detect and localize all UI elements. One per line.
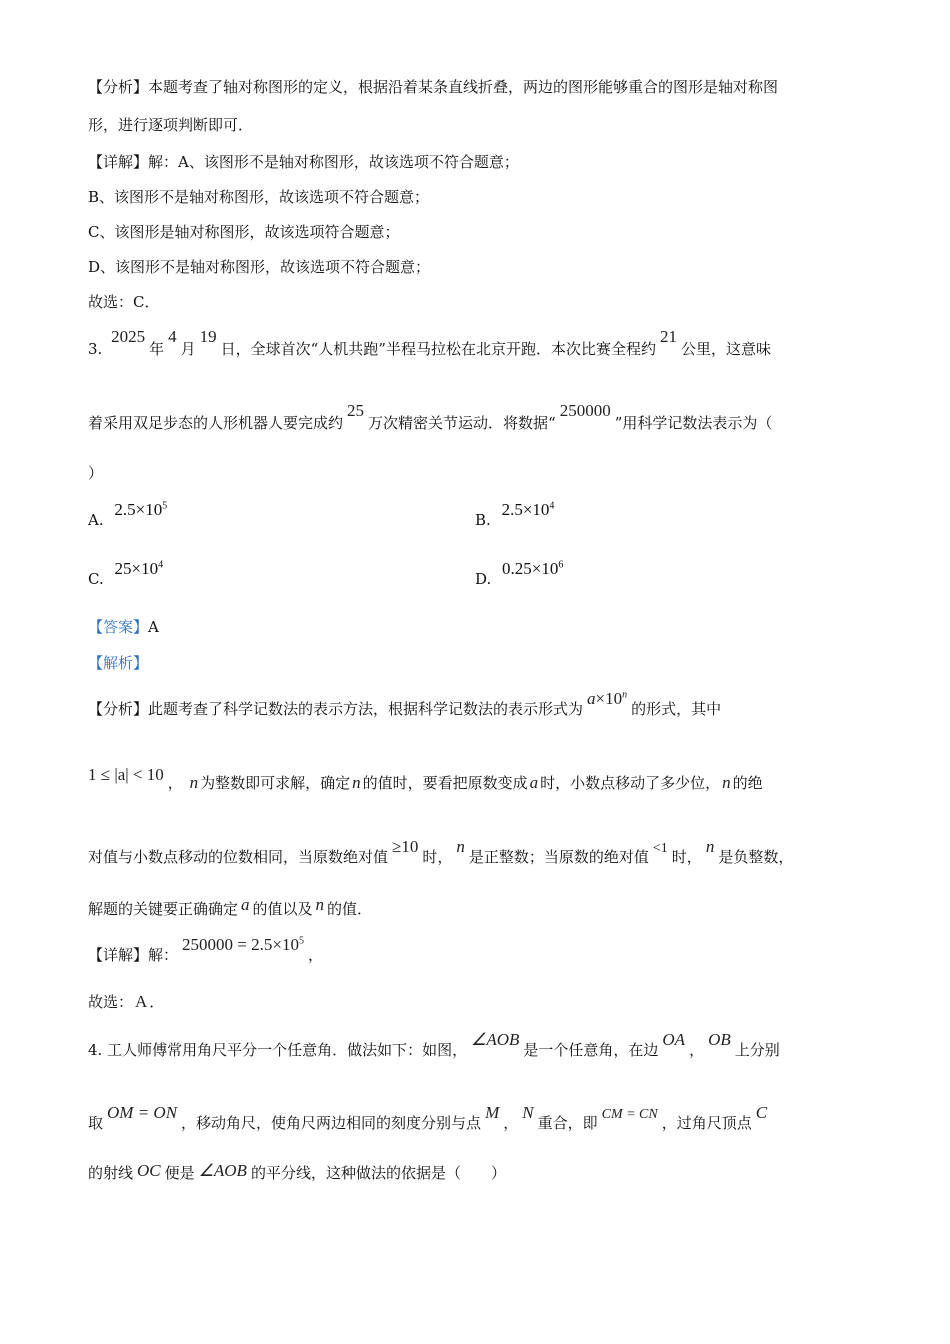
q3-analysis-text-3a: 对值与小数点移动的位数相同，当原数绝对值 [88, 848, 389, 866]
q3-analysis-line-2: 1 ≤ |a| < 10 ， n 为整数即可求解，确定 n 的值时，要看把原数变成 a 时，小数点移动了多少位， n 的绝 [88, 765, 763, 792]
q3-analysis-text-1b: 的形式，其中 [631, 700, 722, 718]
option-a-base: 2.5×10 [114, 500, 163, 519]
q3-analysis-text-4b: 的值以及 [252, 900, 313, 918]
text-gongli: 公里，这意味 [680, 340, 771, 358]
option-b-label: B. [475, 511, 491, 529]
km-value: 21 [659, 327, 677, 346]
option-d-value [502, 559, 563, 578]
q4-line-2 [88, 1103, 862, 1133]
detail-line-b: B、该图形不是轴对称图形，故该选项不符合题意； [88, 188, 430, 206]
var-n: n [722, 773, 731, 792]
detail-line-d: D、该图形不是轴对称图形，故该选项不符合题意； [88, 258, 431, 276]
q4-line-3 [88, 1162, 862, 1183]
q3-text-2c: ”用科学记数法表示为（ [614, 414, 773, 432]
option-b-value [502, 500, 555, 519]
wan-value: 25 [347, 401, 365, 420]
q4-text-2b: ，移动角尺，使角尺两边相同的刻度分别与点 [181, 1114, 482, 1132]
q4-line-1 [88, 1030, 862, 1060]
number-value: 250000 [559, 401, 611, 420]
jiexi-label: 【解析】 [88, 654, 149, 672]
point-c: C [755, 1103, 768, 1122]
answer-tag: 【答案】 [88, 618, 149, 636]
q3-choose-value: A [135, 992, 148, 1011]
q4-text-2d: ，过角尺顶点 [661, 1114, 752, 1132]
month-value: 4 [168, 327, 177, 346]
year-value: 2025 [111, 327, 146, 346]
q3-line-2 [88, 401, 862, 433]
angle-aob: ∠AOB [471, 1030, 520, 1049]
angle-aob: ∠AOB [198, 1161, 247, 1180]
analysis-line-2: 形，进行逐项判断即可． [88, 116, 254, 134]
detail-equation [182, 935, 304, 954]
detail-equation-base: 250000 = 2.5×10 [182, 935, 299, 954]
point-n: N [522, 1103, 534, 1122]
ge-ten: ≥10 [392, 837, 419, 856]
q4-text-1b: 是一个任意角，在边 [523, 1041, 659, 1059]
option-d-label: D. [475, 570, 492, 588]
var-n: n [456, 837, 465, 856]
choose-line: 故选：C． [88, 293, 160, 311]
om-eq-on: OM = ON [107, 1103, 178, 1122]
option-a-exponent: 5 [162, 500, 168, 512]
q3-analysis-text-2a: 为整数即可求解，确定 [200, 774, 351, 792]
analysis-line-1: 【分析】本题考查了轴对称图形的定义，根据沿着某条直线折叠，两边的图形能够重合的图形是轴对称图 [88, 78, 779, 96]
q4-text-2a: 取 [88, 1114, 104, 1132]
q4-comma-2: ， [503, 1114, 519, 1132]
range-expr: 1 ≤ |a| < 10 [88, 765, 164, 784]
q3-detail-comma: ， [307, 946, 323, 964]
q3-choose-text: 故选： [88, 993, 134, 1011]
q4-text-1a: 4. 工人师傅常用角尺平分一个任意角．做法如下：如图， [88, 1041, 468, 1059]
day-value: 19 [199, 327, 217, 346]
q3-analysis-text-4c: 的值． [327, 900, 373, 918]
q3-analysis-text-2c: 时，小数点移动了多少位， [540, 774, 721, 792]
q3-detail-text: 【详解】解： [88, 946, 179, 964]
text-ri: 日，全球首次“人机共跑”半程马拉松在北京开跑．本次比赛全程约 [220, 340, 656, 358]
q3-analysis-text-3e: 是负整数， [718, 848, 794, 866]
var-n: n [622, 689, 628, 701]
q3-analysis-text-1a: 【分析】此题考查了科学记数法的表示方法，根据科学记数法的表示形式为 [88, 700, 584, 718]
option-a-label: A. [88, 511, 104, 529]
q3-analysis-text-4a: 解题的关键要正确确定 [88, 900, 239, 918]
option-b-base: 2.5×10 [501, 500, 550, 519]
jiexi-tag [88, 652, 862, 673]
q3-text-2a: 着采用双足步态的人形机器人要完成约 [88, 414, 344, 432]
option-a-value [114, 500, 167, 519]
detail-line-c: C、该图形是轴对称图形，故该选项符合题意； [88, 223, 400, 241]
q3-analysis-line-4 [88, 895, 862, 919]
cm-eq-cn: CM = CN [601, 1107, 658, 1122]
detail-line-a: 【详解】解：A、该图形不是轴对称图形，故该选项不符合题意； [88, 153, 519, 171]
q3-choose-line [88, 991, 862, 1012]
q3-line-3: ） [88, 464, 104, 482]
segment-oa: OA [662, 1030, 686, 1049]
q3-analysis-line-1 [88, 689, 862, 719]
q3-number: 3. [88, 340, 103, 358]
option-c-value [115, 559, 164, 578]
q4-text-2c: 重合，即 [537, 1114, 598, 1132]
q3-analysis-line-3 [88, 837, 862, 867]
var-n: n [352, 773, 361, 792]
q3-analysis-text-3d: 时， [671, 848, 702, 866]
lt-one: <1 [652, 841, 668, 856]
q4-text-3b: 便是 [164, 1164, 195, 1182]
q4-text-1c: 上分别 [734, 1041, 780, 1059]
q3-text-2b: 万次精密关节运动．将数据“ [368, 414, 556, 432]
option-d-base: 0.25×10 [502, 559, 559, 578]
answer-value: A [148, 618, 159, 636]
point-m: M [485, 1103, 500, 1122]
option-c-base: 25×10 [114, 559, 159, 578]
var-n: n [315, 895, 325, 914]
q3-detail-line [88, 935, 862, 965]
sci-notation-form [587, 689, 627, 708]
q3-line-1 [88, 327, 862, 359]
q3-analysis-text-3b: 时， [422, 848, 453, 866]
option-b-exponent: 4 [549, 500, 555, 512]
q3-choose-period: ． [149, 993, 165, 1011]
text-yue: 月 [180, 340, 196, 358]
var-a: a [529, 773, 539, 792]
var-a: a [241, 895, 250, 914]
option-c-exponent: 4 [158, 559, 164, 571]
text-nian: 年 [149, 340, 165, 358]
segment-ob: OB [708, 1030, 731, 1049]
ray-oc: OC [137, 1161, 161, 1180]
option-c-label: C. [88, 570, 104, 588]
q4-text-3c: 的平分线，这种做法的依据是（ ） [250, 1164, 506, 1182]
q3-analysis-text-3c: 是正整数；当原数的绝对值 [468, 848, 649, 866]
var-a: a [587, 689, 596, 708]
option-d-exponent: 6 [558, 559, 564, 571]
var-n: n [189, 773, 199, 792]
answer-line [88, 616, 862, 637]
q3-analysis-text-2b: 的值时，要看把原数变成 [362, 774, 528, 792]
times-ten: ×10 [595, 689, 623, 708]
var-n: n [705, 837, 715, 856]
q4-comma-1: ， [689, 1041, 705, 1059]
detail-equation-exponent: 5 [298, 935, 304, 947]
q4-text-3a: 的射线 [88, 1164, 134, 1182]
q3-analysis-text-2d: 的绝 [732, 774, 763, 792]
